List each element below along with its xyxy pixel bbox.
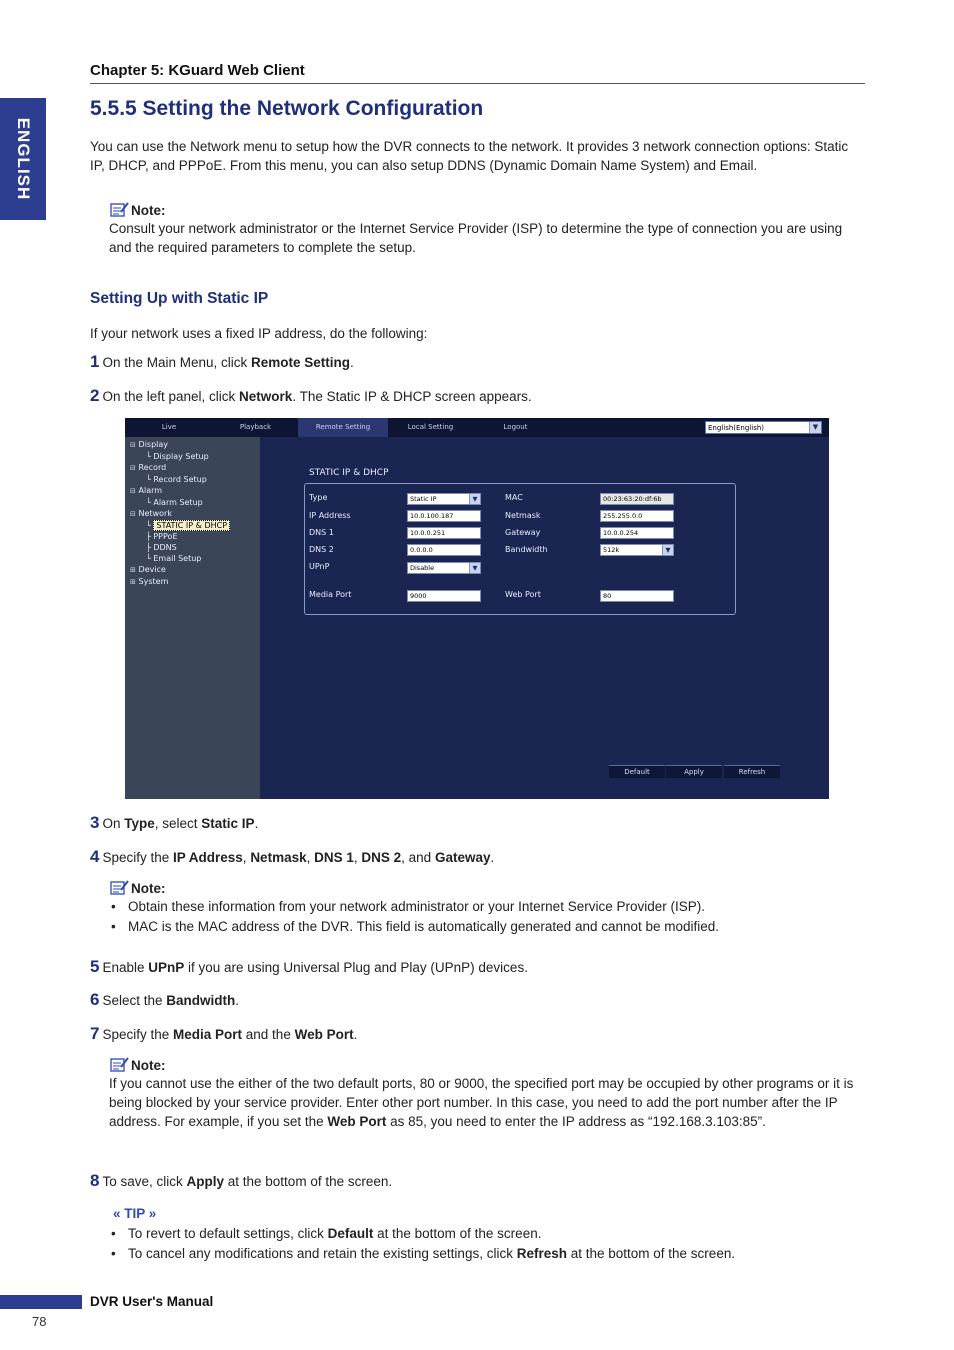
section-title: 5.5.5 Setting the Network Configuration — [90, 97, 484, 120]
note-3 — [109, 1057, 859, 1131]
tree-item-ddns[interactable]: ├ DDNS — [146, 543, 177, 552]
step-number: 2 — [90, 386, 100, 405]
dns2-input[interactable]: 0.0.0.0 — [407, 544, 481, 556]
settings-tree-panel — [125, 437, 260, 799]
bandwidth-label: Bandwidth — [505, 545, 548, 554]
dns1-input[interactable]: 10.0.0.251 — [407, 527, 481, 539]
list-item: • To cancel any modifications and retain the existing settings, click Refresh at the bottom of the screen. — [92, 1244, 735, 1264]
chevron-down-icon: ▼ — [469, 494, 480, 504]
web-port-input[interactable]: 80 — [600, 590, 674, 602]
ip-address-input[interactable]: 10.0.100.187 — [407, 510, 481, 522]
collapse-icon: ⊟ — [130, 510, 136, 518]
upnp-label: UPnP — [309, 562, 330, 571]
tab-live[interactable]: Live — [161, 423, 177, 431]
step-8: 8 To save, click Apply at the bottom of the screen. — [90, 1171, 393, 1190]
tree-item-alarm[interactable]: ⊟ Alarm — [130, 486, 163, 495]
web-port-label: Web Port — [505, 590, 541, 599]
step-number: 8 — [90, 1171, 100, 1190]
list-item: • Obtain these information from your network administrator or your Internet Service Provider (ISP). — [92, 897, 719, 917]
refresh-button[interactable]: Refresh — [724, 765, 780, 778]
subheading: Setting Up with Static IP — [90, 290, 269, 307]
tip-label: « TIP » — [113, 1206, 157, 1221]
chevron-down-icon: ▼ — [469, 563, 480, 573]
collapse-icon: ⊟ — [130, 487, 136, 495]
step-number: 5 — [90, 957, 100, 976]
step-1: 1 On the Main Menu, click Remote Setting. — [90, 352, 354, 371]
step-2: 2 On the left panel, click Network. The Static IP & DHCP screen appears. — [90, 386, 532, 405]
lead-text: If your network uses a fixed IP address, do the following: — [90, 326, 428, 341]
step-3: 3 On Type, select Static IP. — [90, 813, 259, 832]
default-button[interactable]: Default — [609, 765, 665, 778]
netmask-label: Netmask — [505, 511, 541, 520]
tree-item-email-setup[interactable]: └ Email Setup — [146, 554, 202, 563]
list-item: • To revert to default settings, click Default at the bottom of the screen. — [92, 1224, 735, 1244]
note-icon — [109, 1057, 129, 1073]
step-number: 7 — [90, 1024, 100, 1043]
collapse-icon: ⊟ — [130, 464, 136, 472]
note-2 — [109, 880, 719, 936]
tree-item-system[interactable]: ⊞ System — [130, 577, 169, 586]
media-port-input[interactable]: 9000 — [407, 590, 481, 602]
upnp-select[interactable]: Disable ▼ — [407, 562, 481, 574]
step-number: 1 — [90, 352, 100, 371]
bandwidth-select[interactable]: 512k ▼ — [600, 544, 674, 556]
gateway-label: Gateway — [505, 528, 541, 537]
tree-item-record-setup[interactable]: └ Record Setup — [146, 475, 207, 484]
note-icon — [109, 880, 129, 896]
dns1-label: DNS 1 — [309, 528, 334, 537]
tree-item-display-setup[interactable]: └ Display Setup — [146, 452, 209, 461]
tree-item-record[interactable]: ⊟ Record — [130, 463, 167, 472]
network-settings-screenshot — [125, 418, 829, 799]
step-5: 5 Enable UPnP if you are using Universal Plug and Play (UPnP) devices. — [90, 957, 528, 976]
note-bullets — [92, 897, 719, 936]
footer-bar — [0, 1295, 82, 1309]
type-select[interactable]: Static IP ▼ — [407, 493, 481, 505]
chapter-header: Chapter 5: KGuard Web Client — [90, 62, 305, 79]
step-4: 4 Specify the IP Address, Netmask, DNS 1, DNS 2, and Gateway. — [90, 847, 495, 866]
language-side-tab — [0, 98, 46, 220]
top-nav-bar — [125, 418, 829, 437]
network-term: Network — [239, 389, 293, 404]
expand-icon: ⊞ — [130, 578, 136, 586]
page-number: 78 — [32, 1314, 47, 1329]
tab-logout[interactable]: Logout — [503, 423, 528, 431]
footer-title: DVR User's Manual — [90, 1294, 214, 1309]
gateway-input[interactable]: 10.0.0.254 — [600, 527, 674, 539]
note-text: Consult your network administrator or the Internet Service Provider (ISP) to determine the type of connection you are using and the required parameters to complete the setup. — [109, 221, 843, 255]
tree-item-display[interactable]: ⊟ Display — [130, 440, 169, 449]
settings-tree — [130, 439, 230, 588]
language-label: ENGLISH — [14, 117, 33, 201]
note-icon — [109, 202, 129, 218]
dns2-label: DNS 2 — [309, 545, 334, 554]
tab-playback[interactable]: Playback — [239, 423, 272, 431]
step-number: 4 — [90, 847, 100, 866]
step-number: 6 — [90, 990, 100, 1009]
panel-title: STATIC IP & DHCP — [309, 468, 389, 478]
mac-field: 00:23:63:20:df:6b — [600, 493, 674, 505]
ip-address-label: IP Address — [309, 511, 351, 520]
step-number: 3 — [90, 813, 100, 832]
tree-item-device[interactable]: ⊞ Device — [130, 565, 166, 574]
expand-icon: ⊞ — [130, 566, 136, 574]
note-1 — [109, 202, 859, 257]
netmask-input[interactable]: 255.255.0.0 — [600, 510, 674, 522]
intro-paragraph: You can use the Network menu to setup how the DVR connects to the network. It provides 3 network connection options: Static IP, DHCP, and PPPoE. From this menu, you can also setup DDNS (Dynamic Domain Name System) and Email. — [90, 139, 849, 173]
tab-remote-setting[interactable]: Remote Setting — [298, 418, 388, 437]
chevron-down-icon: ▼ — [662, 545, 673, 555]
header-divider — [90, 83, 865, 84]
mac-label: MAC — [505, 493, 523, 502]
media-port-label: Media Port — [309, 590, 352, 599]
step-6: 6 Select the Bandwidth. — [90, 990, 240, 1009]
apply-button[interactable]: Apply — [666, 765, 722, 778]
chevron-down-icon: ▼ — [809, 422, 821, 433]
collapse-icon: ⊟ — [130, 441, 136, 449]
tip-bullets — [92, 1224, 735, 1263]
note-label: Note: — [131, 1058, 166, 1073]
note-label: Note: — [131, 881, 166, 896]
tree-item-static-ip-dhcp[interactable]: └ STATIC IP & DHCP — [130, 520, 230, 531]
tree-item-pppoe[interactable]: ├ PPPoE — [146, 532, 178, 541]
note-label: Note: — [131, 203, 166, 218]
tab-local-setting[interactable]: Local Setting — [407, 423, 454, 431]
step-7: 7 Specify the Media Port and the Web Port. — [90, 1024, 358, 1043]
language-select[interactable]: English(English) ▼ — [705, 421, 822, 434]
tree-item-alarm-setup[interactable]: └ Alarm Setup — [146, 498, 203, 507]
type-label: Type — [309, 493, 328, 502]
note-text: If you cannot use the either of the two default ports, 80 or 9000, the specified port may be occupied by other programs or it is being blocked by your service provider. Enter other port number. In this case, you need to add the port number after the IP address. For example, if you set the Web Port as 85, you need to enter the IP address as “192.168.3.103:85”. — [109, 1076, 854, 1129]
tree-item-network[interactable]: ⊟ Network — [130, 509, 172, 518]
list-item: • MAC is the MAC address of the DVR. This field is automatically generated and cannot be modified. — [92, 917, 719, 937]
remote-setting-term: Remote Setting — [251, 355, 351, 370]
